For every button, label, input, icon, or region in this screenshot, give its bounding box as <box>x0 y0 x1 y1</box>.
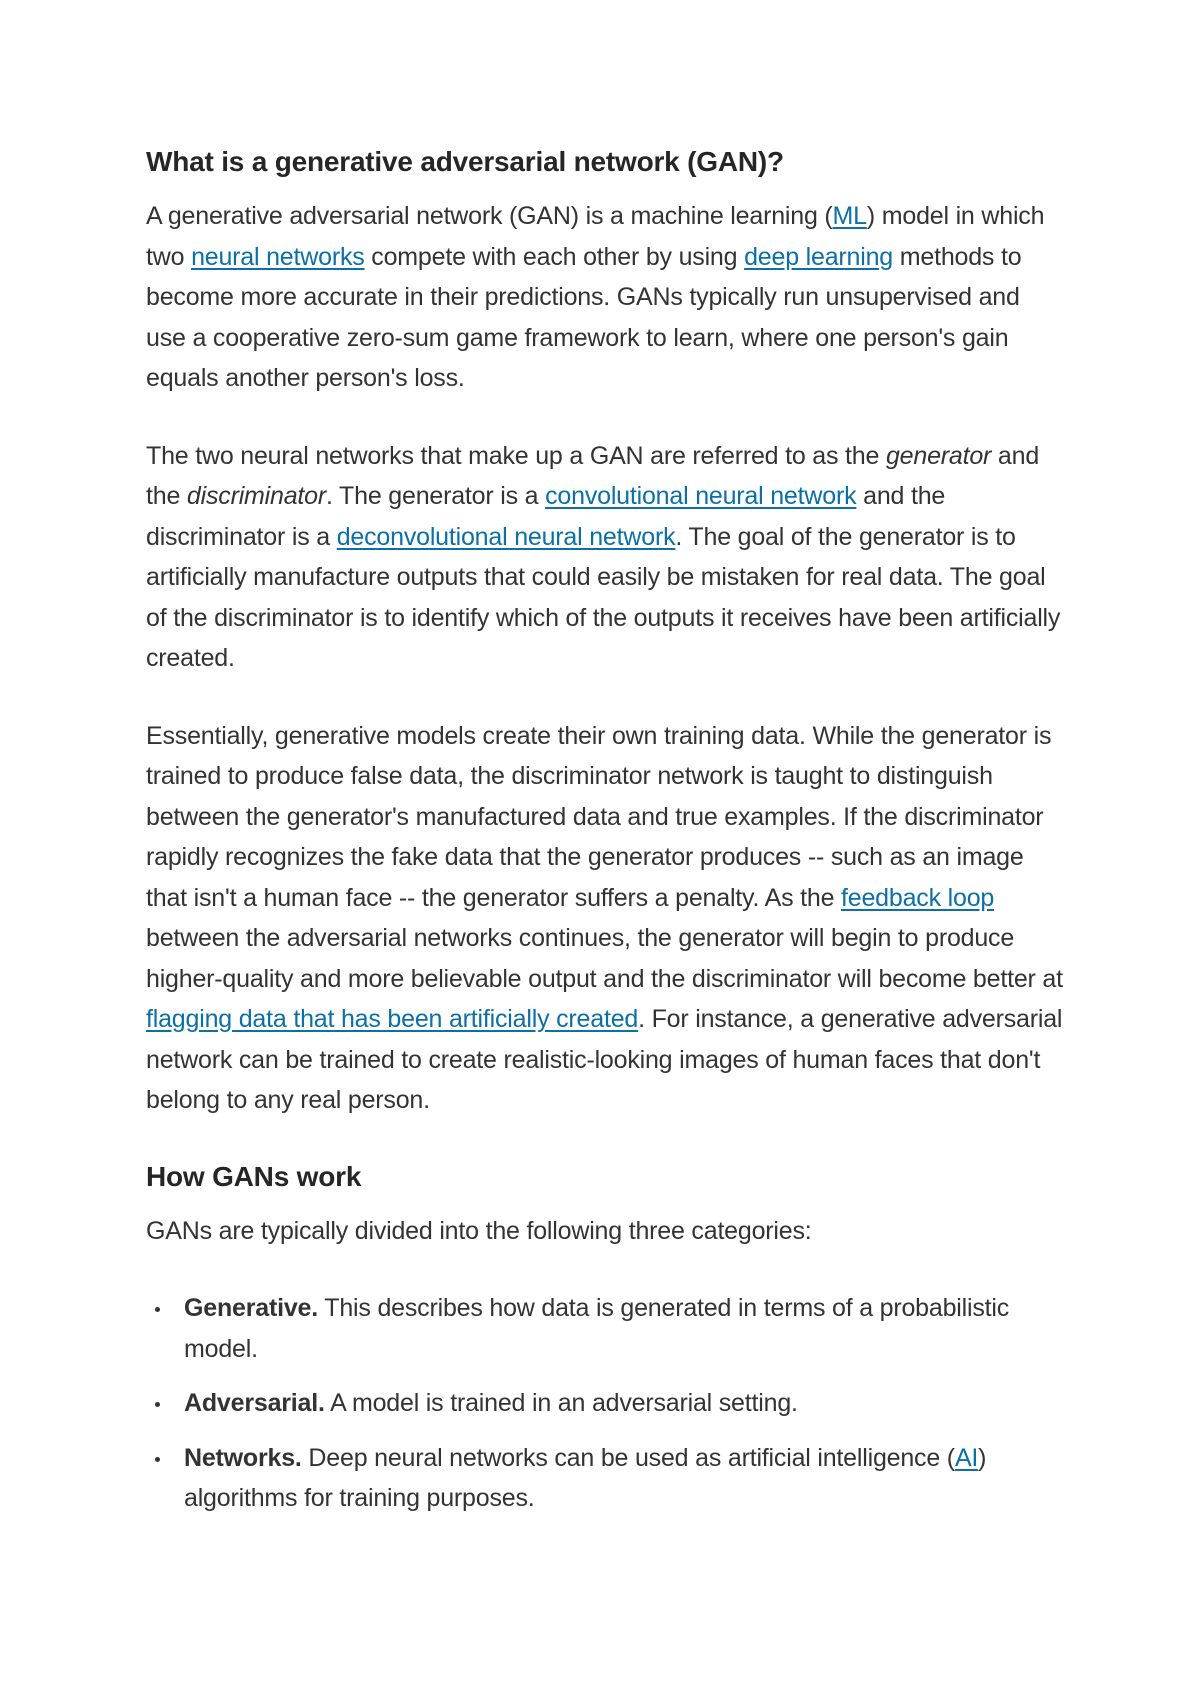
section-heading-how-gans-work: How GANs work <box>146 1160 362 1192</box>
text: The two neural networks that make up a GAN are referred to as the <box>146 441 886 470</box>
link-neural-networks[interactable]: neural networks <box>191 242 365 271</box>
term-discriminator: discriminator <box>186 482 327 510</box>
text: . For instance, a generative adversarial network can be trained to create realistic-looking images of human faces that don't belong to any real person. <box>146 1005 1063 1114</box>
list-item-generative <box>184 1288 1066 1369</box>
text: between the adversarial networks continues, the generator will begin to produce higher-quality and more believable output and the discriminator will become better at <box>146 924 1063 993</box>
text: ) algorithms for training purposes. <box>184 1443 987 1512</box>
paragraph-training <box>146 716 1066 1121</box>
text: ) model in which two <box>146 202 1045 271</box>
link-deep-learning[interactable]: deep learning <box>744 242 893 271</box>
text: compete with each other by using <box>364 242 745 271</box>
paragraph-intro <box>146 196 1066 399</box>
term-generator: generator <box>885 441 992 470</box>
link-ml[interactable]: ML <box>832 202 867 230</box>
paragraph-categories-intro: GANs are typically divided into the following three categories: <box>146 1216 812 1245</box>
page-title: What is a generative adversarial network (GAN)? <box>146 146 784 177</box>
list-item-networks <box>184 1438 1066 1519</box>
text: and the <box>146 441 1040 510</box>
term: Generative. <box>184 1294 318 1322</box>
link-deconvolutional-neural-network[interactable]: deconvolutional neural network <box>336 522 676 551</box>
link-flagging-data[interactable]: flagging data that has been artificially created <box>146 1005 639 1033</box>
text: Deep neural networks can be used as artificial intelligence ( <box>301 1443 955 1472</box>
article <box>146 140 1066 1533</box>
term: Networks. <box>184 1443 302 1472</box>
text: methods to become more accurate in their predictions. GANs typically run unsupervised and use a cooperative zero-sum game framework to learn, where one person's gain equals another person's loss. <box>146 242 1022 392</box>
text: Essentially, generative models create their own training data. While the generator is trained to produce false data, the discriminator network is taught to distinguish between the generator's manufactured data and true examples. If the discriminator rapidly recognizes the fake data that the generator produces -- such as an image that isn't a human face -- the generator suffers a penalty. As the <box>146 721 1052 912</box>
link-ai[interactable]: AI <box>954 1443 979 1472</box>
list-item-adversarial <box>184 1383 1066 1424</box>
text: A generative adversarial network (GAN) is a machine learning ( <box>146 202 833 230</box>
text: This describes how data is generated in terms of a probabilistic model. <box>184 1294 1010 1363</box>
text: . The generator is a <box>326 482 546 510</box>
paragraph-generator-discriminator <box>146 436 1066 679</box>
link-convolutional-neural-network[interactable]: convolutional neural network <box>545 482 857 510</box>
category-list <box>146 1288 1066 1519</box>
text: . The goal of the generator is to artificially manufacture outputs that could easily be mistaken for real data. The goal of the discriminator is to identify which of the outputs it receives have been artificially created. <box>146 522 1061 672</box>
text: A model is trained in an adversarial setting. <box>324 1389 798 1417</box>
text: and the discriminator is a <box>146 482 946 551</box>
link-feedback-loop[interactable]: feedback loop <box>841 883 995 912</box>
term: Adversarial. <box>184 1389 325 1417</box>
